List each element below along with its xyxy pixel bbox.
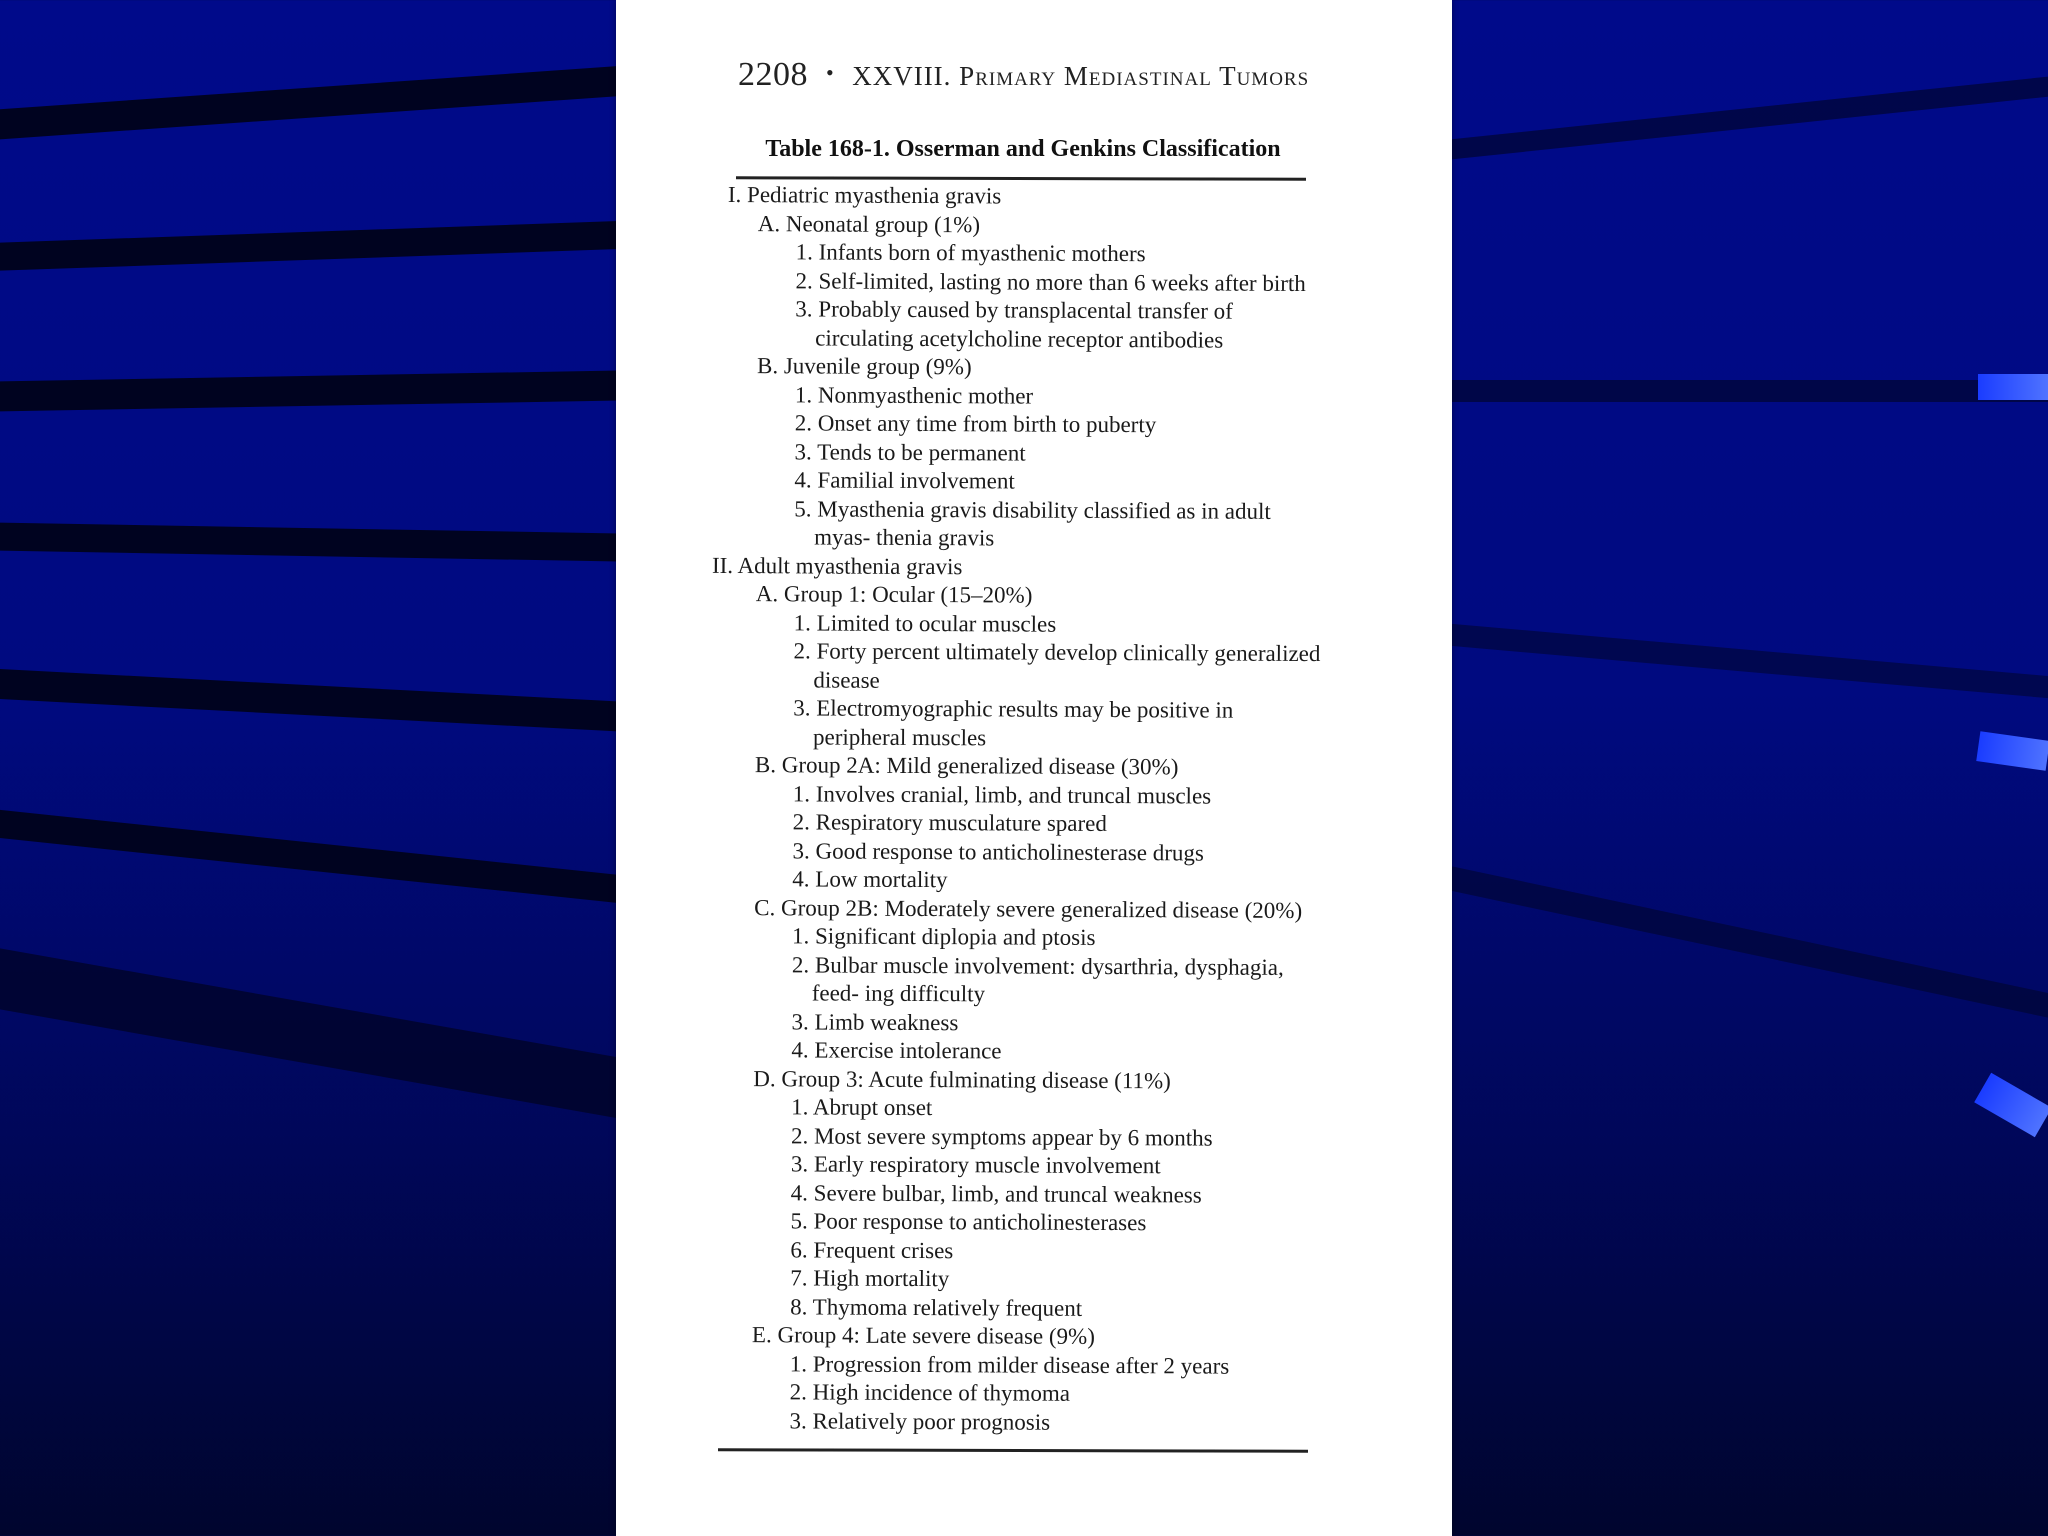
background-band	[1441, 76, 2048, 161]
group-heading: D. Group 3: Acute fulminating disease (11%)	[753, 1065, 1171, 1093]
list-item: 4. Low mortality	[792, 866, 948, 893]
page-number: 2208	[738, 56, 808, 93]
list-item: 2. High incidence of thymoma	[789, 1379, 1071, 1406]
list-item: 8. Thymoma relatively frequent	[790, 1293, 1083, 1321]
group-heading: A. Group 1: Ocular (15–20%)	[755, 581, 1033, 608]
group-heading: E. Group 4: Late severe disease (9%)	[751, 1322, 1095, 1349]
background-band	[0, 221, 630, 272]
group-heading: B. Group 2A: Mild generalized disease (30%)	[754, 752, 1179, 780]
background-band	[0, 370, 630, 411]
background-accent	[1974, 1073, 2048, 1137]
list-item: 1. Nonmyasthenic mother	[794, 381, 1034, 409]
list-item: 6. Frequent crises	[790, 1236, 954, 1263]
background-band	[0, 940, 640, 1121]
list-item: 3. Probably caused by transplacental transfer of circulating acetylcholine receptor antibodies	[795, 296, 1233, 353]
list-item: 5. Poor response to anticholinesterases	[790, 1208, 1147, 1236]
list-item: 1. Progression from milder disease after 2 years	[789, 1350, 1230, 1379]
table-top-rule	[736, 176, 1306, 180]
background-band	[0, 808, 630, 904]
table-title: Table 168-1. Osserman and Genkins Classification	[765, 136, 1281, 162]
section-heading: I. Pediatric myasthenia gravis	[727, 181, 1002, 209]
background-accent	[1978, 374, 2048, 400]
list-item: 3. Relatively poor prognosis	[789, 1407, 1051, 1435]
background-band	[1440, 380, 2048, 402]
background-band	[0, 522, 630, 561]
background-accent	[1976, 731, 2048, 770]
background-band	[0, 668, 630, 732]
list-item: 2. Forty percent ultimately develop clinically generalized disease	[793, 638, 1321, 693]
list-item: 5. Myasthenia gravis disability classified as in adult myas- thenia gravis	[794, 495, 1271, 551]
list-item: 3. Limb weakness	[791, 1008, 959, 1035]
list-item: 3. Good response to anticholinesterase drugs	[792, 837, 1204, 866]
list-item: 3. Early respiratory muscle involvement	[790, 1151, 1161, 1179]
list-item: 3. Electromyographic results may be positive in peripheral muscles	[793, 695, 1234, 750]
table-bottom-rule	[718, 1448, 1308, 1453]
list-item: 2. Most severe symptoms appear by 6 months	[790, 1122, 1213, 1151]
list-item: 7. High mortality	[790, 1265, 950, 1292]
list-item: 2. Bulbar muscle involvement: dysarthria, dysphagia, feed- ing difficulty	[791, 951, 1284, 1007]
section-heading: II. Adult myasthenia gravis	[711, 552, 963, 579]
list-item: 1. Involves cranial, limb, and truncal muscles	[792, 780, 1212, 809]
list-item: 4. Exercise intolerance	[791, 1037, 1002, 1064]
list-item: 1. Infants born of myasthenic mothers	[795, 239, 1146, 267]
running-head	[738, 56, 1438, 94]
group-heading: B. Juvenile group (9%)	[756, 353, 972, 380]
list-item: 2. Onset any time from birth to puberty	[794, 410, 1157, 438]
list-item: 1. Significant diplopia and ptosis	[791, 923, 1096, 950]
group-heading: A. Neonatal group (1%)	[757, 210, 981, 237]
list-item: 4. Severe bulbar, limb, and truncal weakness	[790, 1179, 1202, 1207]
list-item: 4. Familial involvement	[794, 467, 1015, 494]
classification-outline	[711, 181, 1328, 1438]
scanned-page	[616, 0, 1452, 1536]
background-band	[1440, 623, 2048, 699]
list-item: 3. Tends to be permanent	[794, 438, 1026, 466]
list-item: 1. Limited to ocular muscles	[793, 609, 1057, 637]
bullet-separator: •	[826, 60, 835, 85]
list-item: 1. Abrupt onset	[791, 1094, 933, 1121]
list-item: 2. Self-limited, lasting no more than 6 weeks after birth	[795, 267, 1306, 296]
background-band	[1444, 866, 2048, 1018]
group-heading: C. Group 2B: Moderately severe generalized disease (20%)	[754, 894, 1303, 923]
list-item: 2. Respiratory musculature spared	[792, 809, 1107, 836]
background-band	[0, 65, 630, 140]
chapter-title: XXVIII. Primary Mediastinal Tumors	[852, 61, 1310, 91]
